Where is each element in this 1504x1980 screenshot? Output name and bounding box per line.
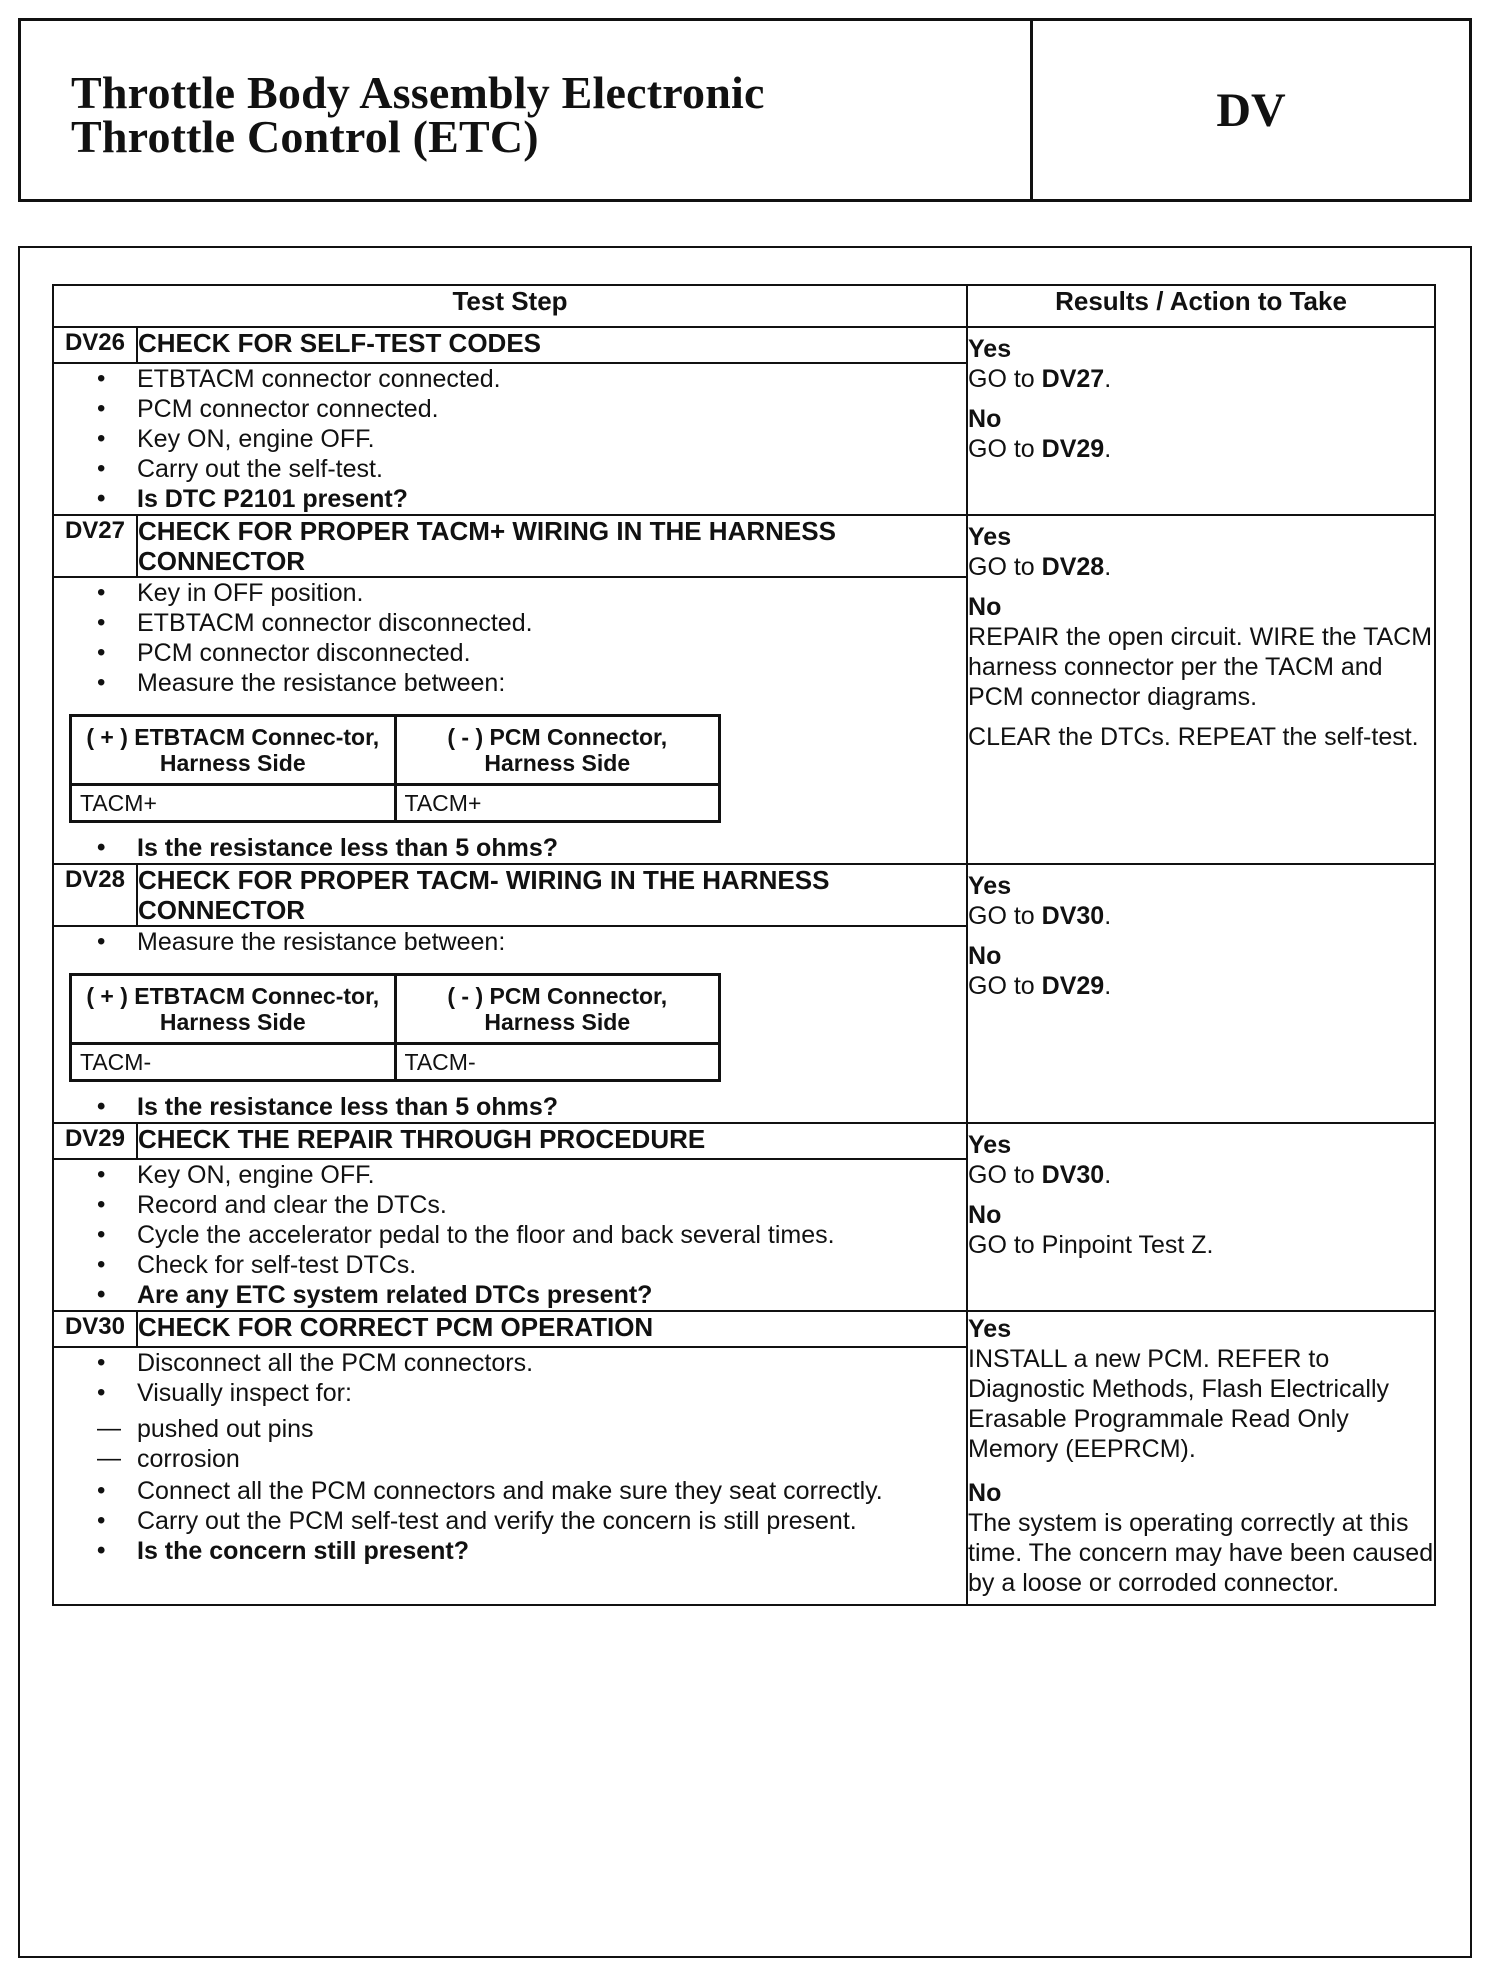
list-item: • Record and clear the DTCs. <box>137 1190 966 1220</box>
measurement-table <box>69 714 721 823</box>
list-item-text: Visually inspect for: <box>137 1379 352 1407</box>
step-title: CHECK FOR SELF-TEST CODES <box>137 327 967 363</box>
list-item: • Connect all the PCM connectors and make sure they seat correctly. <box>137 1476 966 1506</box>
list-item-question: • Are any ETC system related DTCs present? <box>137 1280 966 1310</box>
yes-label: Yes <box>968 872 1012 900</box>
list-item: • ETBTACM connector connected. <box>137 364 966 394</box>
title-line-1: Throttle Body Assembly Electronic <box>71 67 765 118</box>
step-title-row-dv29 <box>53 1123 1435 1159</box>
col-header-results: Results / Action to Take <box>967 285 1435 327</box>
no-text: GO to <box>968 972 1035 1000</box>
list-item: • PCM connector disconnected. <box>137 638 966 668</box>
no-label: No <box>968 405 1002 433</box>
list-item: • Measure the resistance between: <box>137 927 966 957</box>
no-text-2: CLEAR the DTCs. REPEAT the self-test. <box>968 723 1419 751</box>
list-item: • Carry out the self-test. <box>137 454 966 484</box>
step-code: DV28 <box>53 864 137 926</box>
no-target: DV29 <box>1041 972 1105 1000</box>
section-code: DV <box>1216 83 1286 137</box>
yes-text: GO to <box>968 365 1035 393</box>
no-label: No <box>968 942 1002 970</box>
yes-label: Yes <box>968 335 1012 363</box>
step-list <box>137 578 966 698</box>
list-item: • Cycle the accelerator pedal to the floor and back several times. <box>137 1220 966 1250</box>
list-item-question: • Is the concern still present? <box>137 1536 966 1566</box>
step-title: CHECK FOR PROPER TACM+ WIRING IN THE HARNESS CONNECTOR <box>137 515 967 577</box>
step-body <box>137 363 967 515</box>
yes-text: INSTALL a new PCM. REFER to Diagnostic Methods, Flash Electrically Erasable Programmale Read Only Memory (EEPRCM). <box>968 1345 1390 1463</box>
step-result: Yes GO to DV28. No REPAIR the open circuit. WIRE the TACM harness connector per the TACM and PCM connector diagrams. CLEAR the DTCs. REPEAT the self-test. <box>967 515 1435 864</box>
step-title: CHECK FOR PROPER TACM- WIRING IN THE HARNESS CONNECTOR <box>137 864 967 926</box>
measurement-header-negative: ( - ) PCM Connector, Harness Side <box>395 716 720 785</box>
pinpoint-test-table <box>52 284 1436 1606</box>
list-item: • PCM connector connected. <box>137 394 966 424</box>
list-item: • ETBTACM connector disconnected. <box>137 608 966 638</box>
no-text: The system is operating correctly at this time. The concern may have been caused by a loose or corroded connector. <box>968 1509 1434 1597</box>
no-text: GO to Pinpoint Test Z. <box>968 1231 1214 1259</box>
no-text: REPAIR the open circuit. WIRE the TACM harness connector per the TACM and PCM connector diagrams. <box>968 623 1433 711</box>
table-header-row <box>53 285 1435 327</box>
yes-text: GO to <box>968 1161 1035 1189</box>
step-list <box>137 1160 966 1310</box>
yes-target: DV30 <box>1041 1161 1105 1189</box>
yes-label: Yes <box>968 1315 1012 1343</box>
page-header <box>18 18 1472 202</box>
list-item: • Disconnect all the PCM connectors. <box>137 1348 966 1378</box>
list-item-question: • Is DTC P2101 present? <box>137 484 966 514</box>
no-target: DV29 <box>1041 435 1105 463</box>
yes-target: DV28 <box>1041 553 1105 581</box>
list-item: • Check for self-test DTCs. <box>137 1250 966 1280</box>
step-body <box>137 1347 967 1605</box>
measurement-header-negative: ( - ) PCM Connector, Harness Side <box>395 975 720 1044</box>
step-code: DV29 <box>53 1123 137 1159</box>
yes-target: DV27 <box>1041 365 1105 393</box>
no-label: No <box>968 1201 1002 1229</box>
yes-text: GO to <box>968 902 1035 930</box>
step-result: Yes GO to DV30. No GO to DV29. <box>967 864 1435 1123</box>
step-title-row-dv27 <box>53 515 1435 577</box>
step-code: DV30 <box>53 1311 137 1347</box>
list-item: • Carry out the PCM self-test and verify the concern is still present. <box>137 1506 966 1536</box>
step-code: DV27 <box>53 515 137 577</box>
step-title-row-dv30 <box>53 1311 1435 1347</box>
step-body <box>80 577 967 864</box>
measurement-value-positive: TACM+ <box>71 785 396 822</box>
yes-label: Yes <box>968 1131 1012 1159</box>
yes-text: GO to <box>968 553 1035 581</box>
list-item: • Key ON, engine OFF. <box>137 1160 966 1190</box>
inspect-item: — pushed out pins <box>137 1414 966 1444</box>
list-item: • Key ON, engine OFF. <box>137 424 966 454</box>
no-text: GO to <box>968 435 1035 463</box>
yes-label: Yes <box>968 523 1012 551</box>
measurement-value-negative: TACM+ <box>395 785 720 822</box>
step-code: DV26 <box>53 327 137 363</box>
page-title <box>21 21 1033 199</box>
step-title-row-dv26 <box>53 327 1435 363</box>
no-label: No <box>968 593 1002 621</box>
no-label: No <box>968 1479 1002 1507</box>
measurement-value-negative: TACM- <box>395 1044 720 1081</box>
step-result: Yes GO to DV30. No GO to Pinpoint Test Z. <box>967 1123 1435 1311</box>
list-item <box>137 1378 966 1474</box>
list-item-question: • Is the resistance less than 5 ohms? <box>137 1092 966 1122</box>
step-body <box>80 926 967 1123</box>
measurement-value-positive: TACM- <box>71 1044 396 1081</box>
measurement-header-positive: ( + ) ETBTACM Connec-tor, Harness Side <box>71 975 396 1044</box>
step-list <box>137 364 966 514</box>
step-title-row-dv28 <box>53 864 1435 926</box>
step-result <box>967 1311 1435 1605</box>
title-line-2: Throttle Control (ETC) <box>71 111 539 162</box>
inspect-list <box>137 1414 966 1474</box>
measurement-header-positive: ( + ) ETBTACM Connec-tor, Harness Side <box>71 716 396 785</box>
inspect-item: — corrosion <box>137 1444 966 1474</box>
step-list <box>137 1348 966 1566</box>
col-header-test-step: Test Step <box>53 285 967 327</box>
list-item-question: • Is the resistance less than 5 ohms? <box>137 833 966 863</box>
step-title: CHECK THE REPAIR THROUGH PROCEDURE <box>137 1123 967 1159</box>
step-body <box>137 1159 967 1311</box>
yes-target: DV30 <box>1041 902 1105 930</box>
step-title: CHECK FOR CORRECT PCM OPERATION <box>137 1311 967 1347</box>
list-item: • Measure the resistance between: <box>137 668 966 698</box>
step-list <box>137 927 966 957</box>
measurement-table <box>69 973 721 1082</box>
list-item: • Key in OFF position. <box>137 578 966 608</box>
step-result: Yes GO to DV27. No GO to DV29. <box>967 327 1435 515</box>
